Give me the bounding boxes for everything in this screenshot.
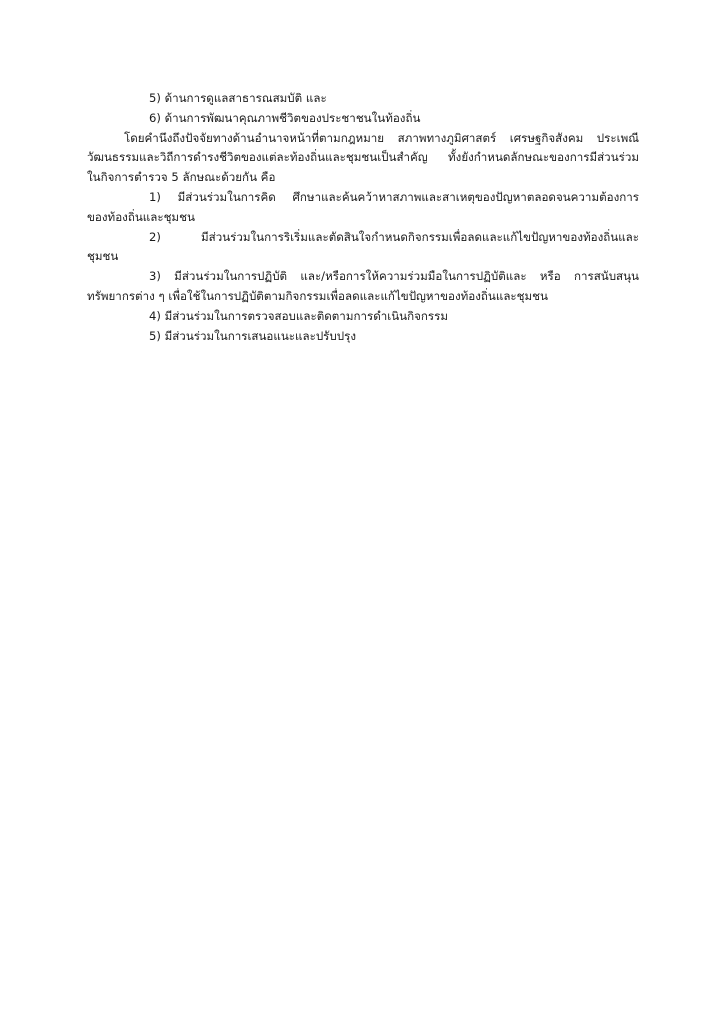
list-item-6-quality-of-life: 6) ด้านการพัฒนาคุณภาพชีวิตของประชาชนในท้องถิ่น [149, 110, 421, 125]
document-body [87, 89, 639, 346]
paragraph-line-3: ในกิจการตำรวจ 5 ลักษณะด้วยกัน คือ [87, 170, 276, 185]
participation-item-1-cont: ของท้องถิ่นและชุมชน [87, 209, 195, 224]
participation-item-2-cont: ชุมชน [87, 249, 119, 264]
participation-item-4: 4) มีส่วนร่วมในการตรวจสอบและติดตามการดำเนินกิจกรรม [149, 308, 449, 323]
participation-item-3-cont: ทรัพยากรต่าง ๆ เพื่อใช้ในการปฏิบัติตามกิจกรรมเพื่อลดและแก้ไขปัญหาของท้องถิ่นและชุมชน [87, 288, 548, 303]
paragraph-line-1: โดยคำนึงถึงปัจจัยทางด้านอำนาจหน้าที่ตามกฎหมาย สภาพทางภูมิศาสตร์ เศรษฐกิจสังคม ประเพณี [124, 130, 639, 145]
participation-item-2: 2) มีส่วนร่วมในการริเริ่มและตัดสินใจกำหนดกิจกรรมเพื่อลดและแก้ไขปัญหาของท้องถิ่นและ [149, 229, 639, 244]
paragraph-line-2: วัฒนธรรมและวิถีการดำรงชีวิตของแต่ละท้องถิ่นและชุมชนเป็นสำคัญ ทั้งยังกำหนดลักษณะของการมีส่วนร่วม [87, 150, 639, 165]
list-item-5-public-property: 5) ด้านการดูแลสาธารณสมบัติ และ [149, 91, 327, 105]
participation-item-1: 1) มีส่วนร่วมในการคิด ศึกษาและค้นคว้าหาสภาพและสาเหตุของปัญหาตลอดจนความต้องการ [149, 189, 639, 204]
participation-item-3: 3) มีส่วนร่วมในการปฏิบัติ และ/หรือการให้ความร่วมมือในการปฏิบัติและ หรือ การสนับสนุน [149, 269, 639, 284]
participation-item-5: 5) มีส่วนร่วมในการเสนอแนะและปรับปรุง [149, 328, 357, 343]
